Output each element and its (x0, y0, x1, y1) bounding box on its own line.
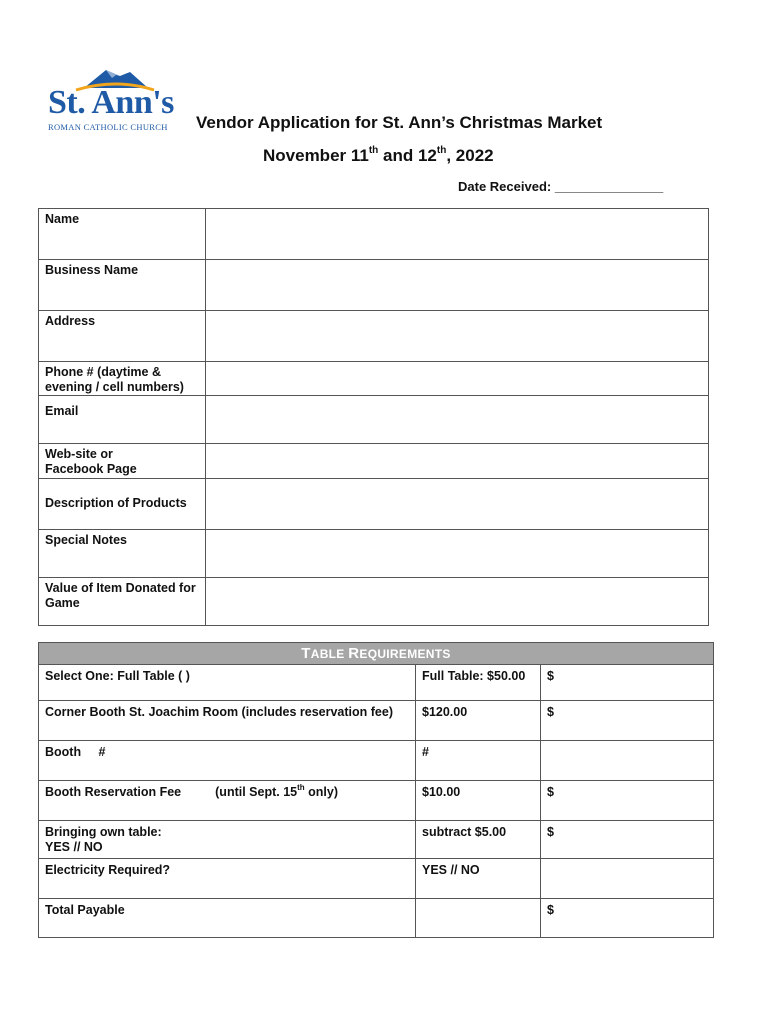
amount-cell[interactable] (541, 821, 714, 859)
item-cell (39, 701, 416, 741)
item-label: Corner Booth St. Joachim Room (includes reservation fee) (45, 705, 393, 719)
church-logo (46, 66, 176, 132)
label-line: Facebook Page (45, 462, 137, 476)
label-line: Address (45, 314, 96, 328)
info-label (39, 444, 206, 479)
info-label (39, 578, 206, 626)
label-line: Special Notes (45, 533, 127, 547)
price-cell (416, 821, 541, 859)
name-input-cell[interactable] (206, 209, 709, 260)
label-line: Business Name (45, 263, 139, 277)
date-part-3: , 2022 (446, 146, 494, 165)
date-part-2: and 12 (378, 146, 437, 165)
requirements-header-row (39, 643, 714, 665)
amount-cell[interactable] (541, 701, 714, 741)
label-line: evening / cell numbers) (45, 380, 184, 394)
info-label (39, 479, 206, 530)
item-label-end: only) (304, 785, 338, 799)
price-cell[interactable] (416, 859, 541, 899)
info-label (39, 530, 206, 578)
price-label: # (422, 745, 429, 759)
label-line: Phone # (daytime & (45, 365, 161, 379)
address-input-cell[interactable] (206, 311, 709, 362)
label-line: Description of Products (45, 496, 187, 510)
header-cap-t: T (301, 645, 311, 662)
description-input-cell[interactable] (206, 479, 709, 530)
event-dates (263, 146, 494, 166)
table-row (39, 741, 714, 781)
item-label-sup: th (297, 783, 305, 792)
info-label (39, 311, 206, 362)
label-line: Name (45, 212, 80, 226)
amount-cell[interactable] (541, 781, 714, 821)
vendor-info-table (38, 208, 709, 626)
website-input-cell[interactable] (206, 444, 709, 479)
item-label: Electricity Required? (45, 863, 171, 877)
amount-label: $ (547, 669, 554, 683)
label-line: Game (45, 596, 80, 610)
item-label: Select One: Full Table ( ) (45, 669, 190, 683)
special-notes-input-cell[interactable] (206, 530, 709, 578)
total-amount-cell[interactable] (541, 899, 714, 938)
item-cell[interactable] (39, 821, 416, 859)
info-row-business (39, 260, 709, 311)
amount-cell (541, 741, 714, 781)
label-line: Email (45, 404, 79, 418)
label-line: Web-site or (45, 447, 113, 461)
item-cell[interactable] (39, 665, 416, 701)
item-cell (39, 859, 416, 899)
email-input-cell[interactable] (206, 396, 709, 444)
info-row-email (39, 396, 709, 444)
yes-no-choice[interactable]: YES // NO (45, 840, 103, 854)
info-row-website (39, 444, 709, 479)
date-part-1: November 11 (263, 146, 369, 165)
amount-label: $ (547, 705, 554, 719)
amount-cell (541, 859, 714, 899)
info-row-notes (39, 530, 709, 578)
amount-label: $ (547, 785, 554, 799)
info-label (39, 362, 206, 396)
amount-cell[interactable] (541, 665, 714, 701)
logo-sub-text: ROMAN CATHOLIC CHURCH (48, 122, 168, 132)
business-name-input-cell[interactable] (206, 260, 709, 311)
date-sup-1: th (368, 145, 379, 156)
info-row-name (39, 209, 709, 260)
price-label: Full Table: $50.00 (422, 669, 526, 683)
header-small-1: ABLE (310, 647, 349, 661)
logo-main-text: St. Ann's (48, 84, 174, 121)
amount-label: $ (547, 825, 554, 839)
requirements-header (39, 643, 714, 665)
header-cap-r: R (348, 645, 360, 662)
phone-input-cell[interactable] (206, 362, 709, 396)
price-cell (416, 665, 541, 701)
item-label: Booth Reservation Fee (45, 785, 182, 799)
info-row-donation (39, 578, 709, 626)
date-sup-2: th (436, 145, 447, 156)
table-row (39, 701, 714, 741)
table-requirements-table (38, 642, 714, 938)
table-row (39, 821, 714, 859)
price-cell (416, 899, 541, 938)
item-cell[interactable] (39, 741, 416, 781)
price-label: $10.00 (422, 785, 461, 799)
item-label: Bringing own table: (45, 825, 162, 839)
header-small-2: EQUIREMENTS (359, 647, 451, 661)
info-label (39, 209, 206, 260)
amount-label: $ (547, 903, 554, 917)
price-label: $120.00 (422, 705, 468, 719)
item-cell (39, 781, 416, 821)
table-row (39, 859, 714, 899)
table-row (39, 665, 714, 701)
donation-value-input-cell[interactable] (206, 578, 709, 626)
table-row (39, 781, 714, 821)
item-cell (39, 899, 416, 938)
date-received-field[interactable]: Date Received: _______________ (458, 179, 664, 194)
item-label: Booth # (45, 745, 106, 759)
item-label: Total Payable (45, 903, 125, 917)
info-row-phone (39, 362, 709, 396)
info-row-description (39, 479, 709, 530)
price-cell (416, 781, 541, 821)
table-row (39, 899, 714, 938)
label-line: Value of Item Donated for (45, 581, 196, 595)
page-title: Vendor Application for St. Ann’s Christmas Market (196, 113, 603, 132)
info-row-address (39, 311, 709, 362)
yes-no-choice[interactable]: YES // NO (422, 863, 480, 877)
info-label (39, 396, 206, 444)
price-cell (416, 701, 541, 741)
info-label (39, 260, 206, 311)
price-cell[interactable] (416, 741, 541, 781)
price-label: subtract $5.00 (422, 825, 507, 839)
item-label-mid: (until Sept. 15 (215, 785, 298, 799)
